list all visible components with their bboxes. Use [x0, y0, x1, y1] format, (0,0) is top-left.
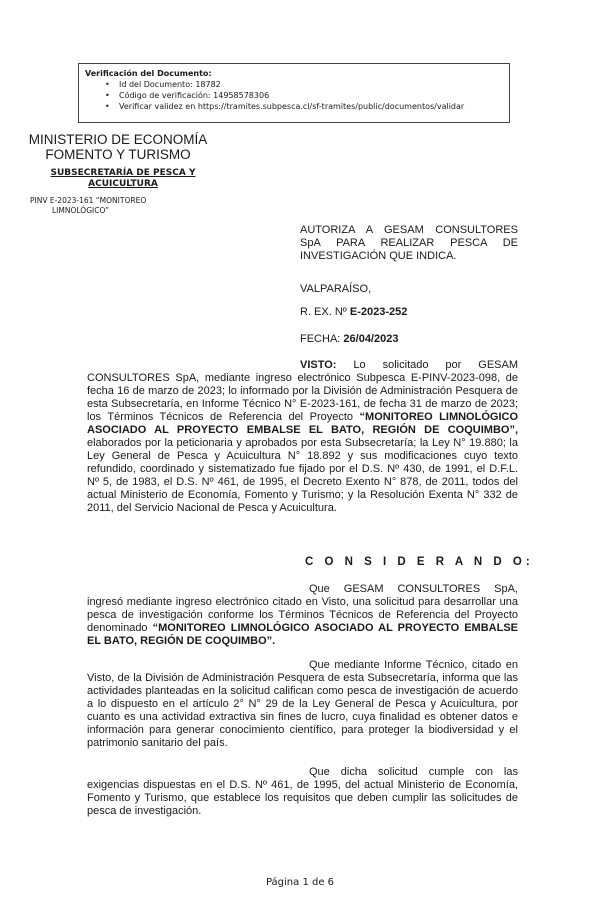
verification-list	[85, 79, 503, 112]
considerando-paragraph-1	[87, 583, 518, 648]
pinv-line-1: PINV E-2023-161 “MONITOREO	[30, 196, 147, 205]
summary-line-2: SpA PARA REALIZAR PESCA DE	[300, 237, 518, 249]
resolution-value: E-2023-252	[349, 306, 408, 318]
ministry-heading	[18, 132, 218, 162]
visto-paragraph	[87, 359, 518, 515]
subsecretaria-line-2: ACUICULTURA	[88, 179, 158, 189]
p2-text: Que mediante Informe Técnico, citado en Visto, de la División de Administración Pesquera de esta Subsecretaría, informa que las actividades planteadas en la solicitud califican como pesca de investigación de acuerdo a lo dispuesto en el artículo 2° N° 29 de la Ley General de Pesca y Acuicultura, por cuanto es una actividad extractiva sin fines de lucro, cuya finalidad es obtener datos e información para generar conocimiento científico, para proteger la biodiversidad y el patrimonio sanitario del país.	[87, 659, 518, 749]
visto-project: “MONITOREO LIMNOLÓGICO ASOCIADO AL PROYECTO EMBALSE EL BATO, REGIÓN DE COQUIMBO”,	[87, 411, 519, 436]
visto-label: VISTO:	[300, 359, 337, 371]
considerando-title: C O N S I D E R A N D O:	[305, 556, 534, 568]
subsecretaria-heading	[30, 168, 216, 190]
verification-box	[78, 63, 510, 123]
date-prefix: FECHA:	[300, 333, 344, 345]
summary-line-1: AUTORIZA A GESAM CONSULTORES	[300, 224, 518, 236]
verification-id: • Id del Documento: 18782	[119, 79, 503, 90]
verification-code: • Código de verificación: 14958578306	[119, 90, 503, 101]
place-label: VALPARAÍSO,	[300, 283, 372, 295]
pinv-reference	[30, 196, 190, 215]
summary-line-3: INVESTIGACIÓN QUE INDICA.	[300, 250, 457, 262]
visto-text-a: Lo solicitado por GESAM CONSULTORES SpA, mediante ingreso electrónico Subpesca E-PINV-2023-098, de fecha 16 de marzo de 2023; lo informado por la División de Administración Pesquera de esta Subsecretaría, en Informe Técnico N° E-2023-161, de fecha 31 de marzo de 2023; los Términos Técnicos de Referencia del Proyecto	[87, 359, 518, 423]
ministry-line-1: MINISTERIO DE ECONOMÍA	[28, 132, 208, 147]
resolution-summary	[300, 224, 518, 263]
page-number: Página 1 de 6	[265, 877, 335, 888]
p1-text: Que GESAM CONSULTORES SpA, ingresó mediante ingreso electrónico citado en Visto, una solicitud para desarrollar una pesca de investigación conforme los Términos Técnicos de Referencia del Proyecto denominado	[87, 583, 518, 634]
date-value: 26/04/2023	[343, 333, 399, 345]
considerando-paragraph-2	[87, 659, 518, 750]
verification-url[interactable]: • Verificar validez en https://tramites.subpesca.cl/sf-tramites/public/documentos/validar	[119, 101, 503, 112]
resolution-prefix: R. EX. Nº	[300, 306, 350, 318]
resolution-date	[300, 333, 398, 346]
p3-text: Que dicha solicitud cumple con las exigencias dispuestas en el D.S. Nº 461, de 1995, del actual Ministerio de Economía, Fomento y Turismo, que establece los requisitos que deben cumplir las solicitudes de pesca de investigación.	[87, 766, 518, 817]
subsecretaria-line-1: SUBSECRETARÍA DE PESCA Y	[50, 168, 196, 178]
resolution-number	[300, 306, 407, 319]
considerando-paragraph-3	[87, 766, 518, 818]
ministry-line-2: FOMENTO Y TURISMO	[45, 147, 191, 162]
visto-text-b: elaborados por la peticionaria y aprobados por esta Subsecretaría; la Ley N° 19.880; la Ley General de Pesca y Acuicultura N° 18.892 y sus modificaciones cuyo texto refundido, coordinado y sistematizado fue fijado por el D.S. Nº 430, de 1991, el D.F.L. Nº 5, de 1983, el D.S. Nº 461, de 1995, el Decreto Exento N° 878, de 2011, todos del actual Ministerio de Economía, Fomento y Turismo; y la Resolución Exenta N° 332 de 2011, del Servicio Nacional de Pesca y Acuicultura.	[87, 437, 518, 514]
p1-project: “MONITOREO LIMNOLÓGICO ASOCIADO AL PROYECTO EMBALSE EL BATO, REGIÓN DE COQUIMBO”.	[87, 622, 518, 647]
verification-title: Verificación del Documento:	[85, 69, 212, 78]
pinv-line-2: LIMNOLÓGICO”	[52, 205, 110, 215]
